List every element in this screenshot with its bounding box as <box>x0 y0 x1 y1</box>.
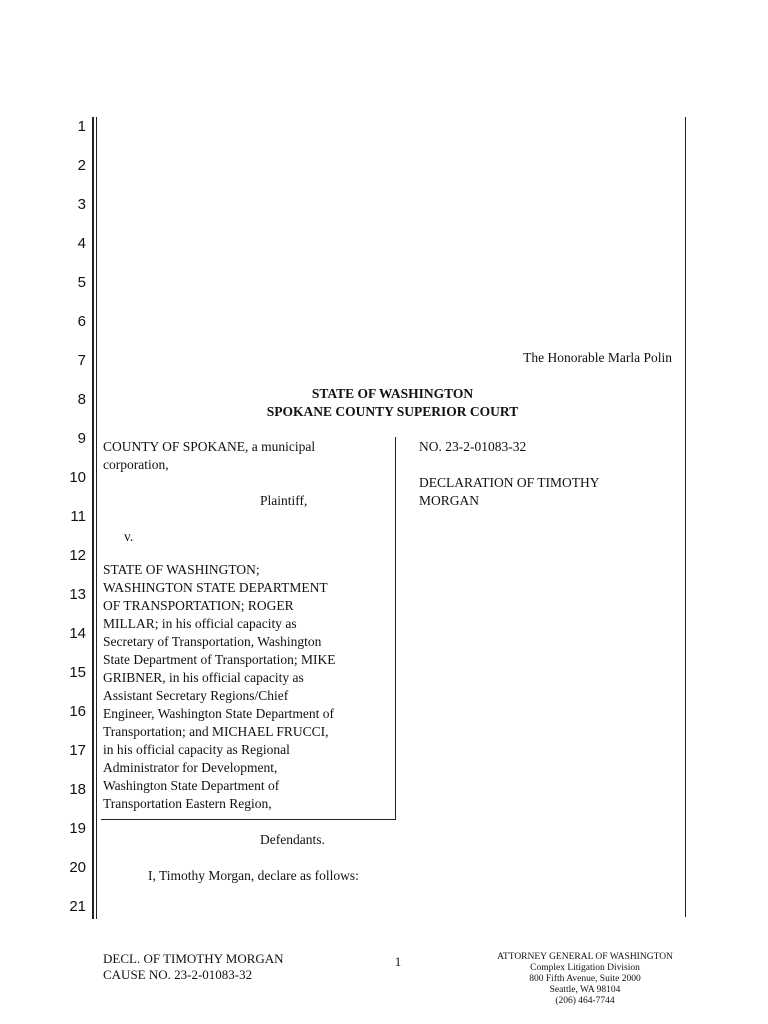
line-number: 3 <box>77 196 86 213</box>
line-number: 15 <box>69 664 86 681</box>
caption-divider-vertical <box>395 437 396 820</box>
footer-office-block <box>490 952 680 1007</box>
court-heading-county: SPOKANE COUNTY SUPERIOR COURT <box>266 404 519 419</box>
line-number: 19 <box>69 820 86 837</box>
line-number: 8 <box>77 391 86 408</box>
versus: v. <box>124 529 134 544</box>
defendants-line: Transportation; and MICHAEL FRUCCI, <box>103 724 329 739</box>
court-heading-state: STATE OF WASHINGTON <box>311 386 474 401</box>
defendants-line: in his official capacity as Regional <box>103 742 290 757</box>
footer-cause-number: CAUSE NO. 23-2-01083-32 <box>103 967 253 982</box>
line-number: 11 <box>70 508 86 525</box>
left-margin-rule-outer <box>92 117 94 919</box>
right-margin-rule <box>685 117 686 917</box>
line-number: 12 <box>69 547 86 564</box>
footer-division: Complex Litigation Division <box>530 963 640 973</box>
defendants-line: STATE OF WASHINGTON; <box>103 562 260 577</box>
line-number: 6 <box>77 313 86 330</box>
line-number: 17 <box>69 742 86 759</box>
footer-city: Seattle, WA 98104 <box>549 985 621 995</box>
line-number: 9 <box>77 430 86 447</box>
line-number: 16 <box>69 703 86 720</box>
body-paragraph: I, Timothy Morgan, declare as follows: <box>148 868 359 883</box>
footer-office: ATTORNEY GENERAL OF WASHINGTON <box>497 952 673 962</box>
defendants-line: Administrator for Development, <box>103 760 278 775</box>
document-title: DECLARATION OF TIMOTHY <box>419 475 600 490</box>
line-number: 1 <box>77 118 86 135</box>
judge-name: The Honorable Marla Polin <box>523 350 672 365</box>
defendants-line: OF TRANSPORTATION; ROGER <box>103 598 294 613</box>
plaintiff-name-cont: corporation, <box>103 457 169 472</box>
defendants-label: Defendants. <box>260 832 325 847</box>
footer-phone: (206) 464-7744 <box>555 996 615 1006</box>
line-number: 18 <box>69 781 86 798</box>
document-title-cont: MORGAN <box>419 493 480 508</box>
line-number: 4 <box>77 235 86 252</box>
line-number: 10 <box>69 469 86 486</box>
line-number: 5 <box>77 274 86 291</box>
defendants-line: Secretary of Transportation, Washington <box>103 634 322 649</box>
plaintiff-name: COUNTY OF SPOKANE, a municipal <box>103 439 316 454</box>
line-number: 14 <box>69 625 86 642</box>
defendants-line: Transportation Eastern Region, <box>103 796 272 811</box>
defendants-line: Assistant Secretary Regions/Chief <box>103 688 289 703</box>
case-number: NO. 23-2-01083-32 <box>419 439 527 454</box>
footer-page-number: 1 <box>394 954 402 969</box>
defendants-line: GRIBNER, in his official capacity as <box>103 670 304 685</box>
defendants-line: State Department of Transportation; MIKE <box>103 652 336 667</box>
line-number: 20 <box>69 859 86 876</box>
footer-address: 800 Fifth Avenue, Suite 2000 <box>529 974 641 984</box>
left-margin-rule-inner <box>96 117 98 919</box>
line-number: 7 <box>77 352 86 369</box>
caption-divider-bottom <box>101 819 396 820</box>
defendants-line: WASHINGTON STATE DEPARTMENT <box>103 580 328 595</box>
defendants-line: Engineer, Washington State Department of <box>103 706 334 721</box>
line-number: 2 <box>77 157 86 174</box>
line-number: 13 <box>69 586 86 603</box>
line-number: 21 <box>69 898 86 915</box>
defendants-line: Washington State Department of <box>103 778 280 793</box>
plaintiff-label: Plaintiff, <box>260 493 308 508</box>
defendants-line: MILLAR; in his official capacity as <box>103 616 297 631</box>
footer-doc-title: DECL. OF TIMOTHY MORGAN <box>103 951 284 966</box>
